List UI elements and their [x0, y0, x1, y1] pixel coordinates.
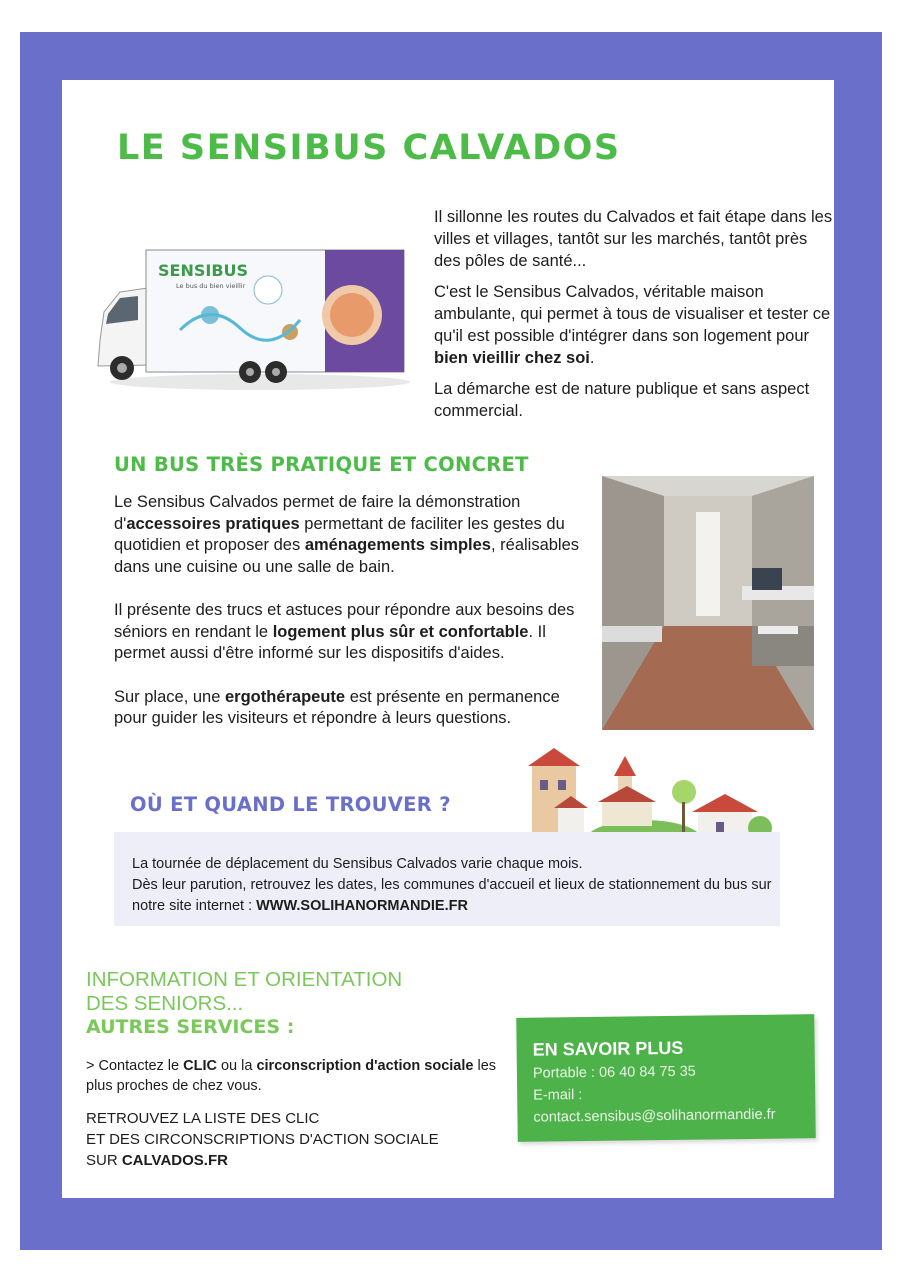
sensibus-photo	[90, 220, 412, 394]
intro-text	[434, 206, 834, 431]
trouver-heading: OÙ ET QUAND LE TROUVER ?	[130, 793, 451, 816]
pratique-paragraph-3: Sur place, une ergothérapeute est présente en permanence pour guider les visiteurs et répondre à leurs questions.	[114, 687, 560, 727]
pratique-heading: UN BUS TRÈS PRATIQUE ET CONCRET	[114, 453, 529, 476]
flyer-sheet	[62, 80, 834, 1198]
calvados-link[interactable]: CALVADOS.FR	[121, 1152, 228, 1169]
pratique-paragraph-2: Il présente des trucs et astuces pour répondre aux besoins des séniors en rendant le logement plus sûr et confortable. Il permet aussi d'être informé sur les dispositifs d'aides.	[114, 601, 575, 662]
seniors-heading: INFORMATION ET ORIENTATION DES SENIORS...	[86, 968, 403, 1015]
website-link[interactable]: WWW.SOLIHANORMANDIE.FR	[256, 898, 468, 914]
page-title: LE SENSIBUS CALVADOS	[117, 128, 621, 168]
email-address[interactable]: contact.sensibus@solihanormandie.fr	[533, 1106, 776, 1126]
en-savoir-plus-box	[516, 1014, 815, 1142]
trouver-line-1: La tournée de déplacement du Sensibus Calvados varie chaque mois.	[132, 856, 583, 872]
bus-tagline-text: Le bus du bien vieillir	[176, 282, 246, 290]
intro-paragraph-2: C'est le Sensibus Calvados, véritable maison ambulante, qui permet à tous de visualiser et tester ce qu'il est possible d'intégrer dans son logement pour bien vieillir chez soi.	[434, 283, 831, 367]
autres-services-heading: AUTRES SERVICES :	[86, 1016, 295, 1038]
en-savoir-plus-heading: EN SAVOIR PLUS	[532, 1037, 684, 1060]
email-label: E-mail :	[533, 1087, 583, 1104]
intro-paragraph-1: Il sillonne les routes du Calvados et fait étape dans les villes et villages, tantôt sur les marchés, tantôt près des pôles de santé...	[434, 208, 833, 270]
trouver-line-2: Dès leur parution, retrouvez les dates, les communes d'accueil et lieux de stationnement du bus sur notre site internet : WWW.SOLIHANORMANDIE.FR	[132, 877, 772, 914]
pratique-text	[114, 492, 594, 752]
retrouvez-liste-text: RETROUVEZ LA LISTE DES CLIC ET DES CIRCONSCRIPTIONS D'ACTION SOCIALE SUR CALVADOS.FR	[86, 1110, 439, 1169]
pratique-paragraph-1: Le Sensibus Calvados permet de faire la démonstration d'accessoires pratiques permettant de faciliter les gestes du quotidien et proposer des aménagements simples, réalisables dans une cuisine ou une salle de bain.	[114, 493, 580, 576]
trouver-text	[132, 854, 792, 917]
phone-number: Portable : 06 40 84 75 35	[532, 1063, 696, 1082]
contact-clic-text: > Contactez le CLIC ou la circonscription d'action sociale les plus proches de chez vous.	[86, 1058, 497, 1094]
bus-interior-photo	[602, 476, 814, 730]
bus-brand-text: SENSIBUS	[158, 261, 249, 280]
intro-paragraph-3: La démarche est de nature publique et sans aspect commercial.	[434, 380, 810, 420]
